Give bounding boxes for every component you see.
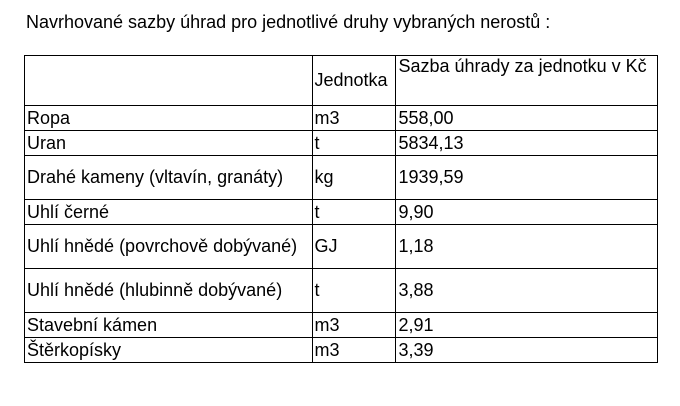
- cell-nerost: Stavební kámen: [25, 313, 313, 338]
- cell-jednotka: kg: [312, 156, 396, 200]
- cell-jednotka: t: [312, 200, 396, 225]
- cell-jednotka: t: [312, 269, 396, 313]
- cell-sazba: 3,39: [396, 338, 658, 363]
- table-row: [25, 106, 658, 131]
- cell-nerost: Uhlí černé: [25, 200, 313, 225]
- cell-jednotka: t: [312, 131, 396, 156]
- cell-nerost: Uhlí hnědé (hlubinně dobývané): [25, 269, 313, 313]
- cell-jednotka: m3: [312, 338, 396, 363]
- header-cell-sazba: Sazba úhrady za jednotku v Kč: [396, 56, 658, 106]
- cell-nerost: Ropa: [25, 106, 313, 131]
- cell-jednotka: m3: [312, 313, 396, 338]
- cell-jednotka: GJ: [312, 225, 396, 269]
- table-row: [25, 338, 658, 363]
- cell-sazba: 1939,59: [396, 156, 658, 200]
- cell-sazba: 1,18: [396, 225, 658, 269]
- table-row: [25, 313, 658, 338]
- table-row: [25, 200, 658, 225]
- cell-sazba: 5834,13: [396, 131, 658, 156]
- cell-jednotka: m3: [312, 106, 396, 131]
- table-row: [25, 269, 658, 313]
- rates-table: [24, 55, 658, 363]
- header-cell-nerost: [25, 56, 313, 106]
- document-heading: Navrhované sazby úhrad pro jednotlivé druhy vybraných nerostů :: [26, 12, 551, 32]
- cell-nerost: Štěrkopísky: [25, 338, 313, 363]
- cell-sazba: 2,91: [396, 313, 658, 338]
- cell-sazba: 3,88: [396, 269, 658, 313]
- cell-sazba: 9,90: [396, 200, 658, 225]
- header-cell-jednotka: Jednotka: [312, 56, 396, 106]
- cell-nerost: Uhlí hnědé (povrchově dobývané): [25, 225, 313, 269]
- cell-sazba: 558,00: [396, 106, 658, 131]
- table-row: [25, 156, 658, 200]
- table-row: [25, 225, 658, 269]
- table-header-row: [25, 56, 658, 106]
- table-row: [25, 131, 658, 156]
- cell-nerost: Drahé kameny (vltavín, granáty): [25, 156, 313, 200]
- cell-nerost: Uran: [25, 131, 313, 156]
